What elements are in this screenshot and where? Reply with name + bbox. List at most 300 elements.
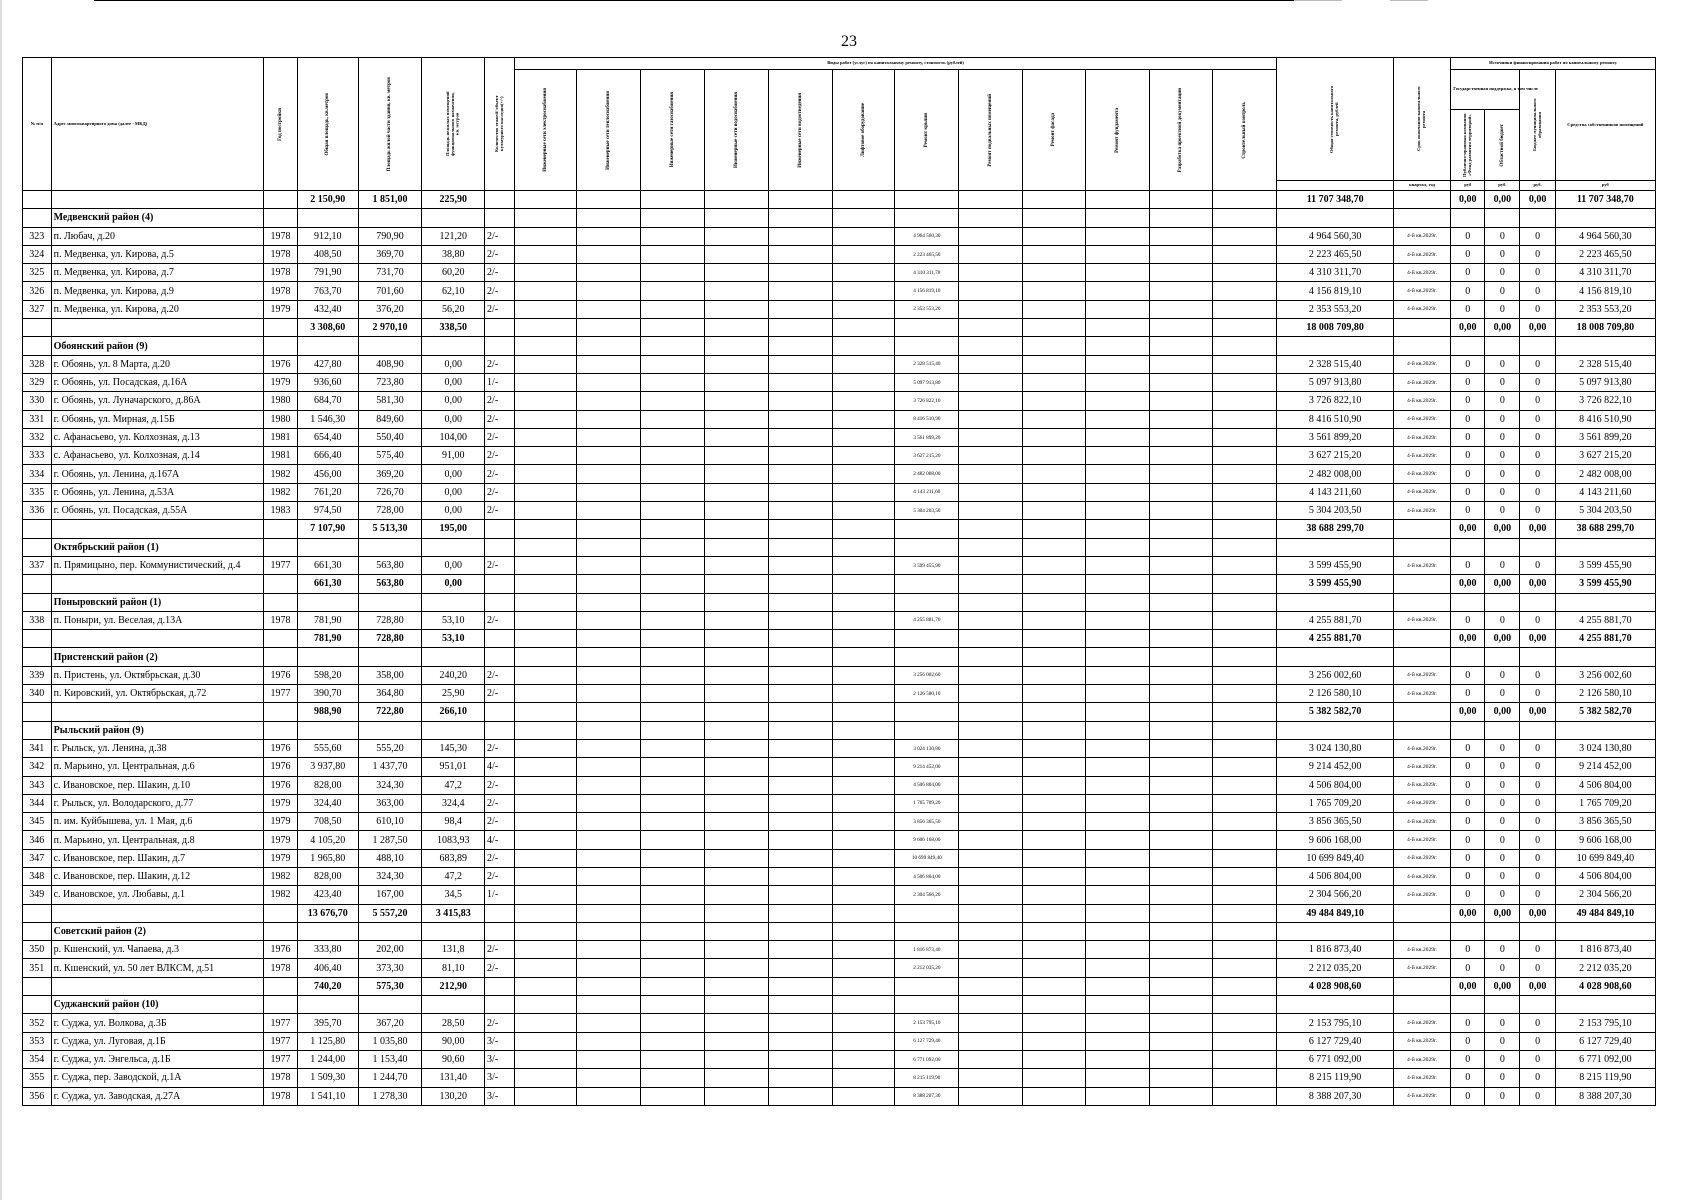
total-area: 427,80 — [298, 355, 359, 373]
nonres-area: 34,5 — [422, 886, 485, 904]
regional-budget-value: 0 — [1485, 447, 1520, 465]
work-cell-empty — [514, 831, 577, 849]
cell-empty — [298, 209, 359, 227]
nonres-area: 131,8 — [422, 941, 485, 959]
floors-heritage: 2/- — [485, 410, 515, 428]
work-cell-empty — [705, 319, 769, 337]
work-cell-empty — [959, 813, 1023, 831]
municipal-budget-value: 0 — [1520, 739, 1555, 757]
work-cell-empty — [959, 1087, 1023, 1105]
work-cell-empty — [1023, 941, 1086, 959]
cell-empty — [1277, 922, 1394, 940]
row-number: 331 — [23, 410, 52, 428]
work-cell-empty — [577, 373, 641, 391]
regional-sum: 0,00 — [1485, 977, 1520, 995]
work-cell-empty — [705, 867, 769, 885]
cell-empty — [1555, 337, 1655, 355]
col-total-cost-header — [1277, 58, 1394, 181]
work-cell-empty — [641, 1032, 705, 1050]
owners-funds-header: Средства собственников помещений — [1555, 70, 1655, 181]
cell-empty — [577, 538, 641, 556]
work-cell-empty — [1213, 245, 1277, 263]
col-nonres-area-header-wrap — [424, 89, 482, 159]
total-repair-cost: 9 606 168,00 — [1277, 831, 1394, 849]
work-cell-empty — [832, 666, 895, 684]
cell-empty — [1555, 209, 1655, 227]
nonres-area: 0,00 — [422, 373, 485, 391]
work-header-10-wrap — [1088, 108, 1147, 153]
work-cell-empty — [577, 630, 641, 648]
cell-empty — [422, 648, 485, 666]
nonres-area-sum: 53,10 — [422, 630, 485, 648]
work-cell-empty — [959, 666, 1023, 684]
district-title: Советский район (2) — [51, 922, 263, 940]
work-cell-empty — [641, 739, 705, 757]
work-cell-empty — [832, 886, 895, 904]
nonres-area: 0,00 — [422, 465, 485, 483]
work-cell-empty — [577, 904, 641, 922]
work-cell-empty — [577, 465, 641, 483]
cell-empty — [577, 337, 641, 355]
work-cell-empty — [514, 666, 577, 684]
district-total-row — [23, 520, 1656, 538]
top-total-row — [23, 191, 1656, 209]
build-year: 1978 — [263, 611, 297, 629]
work-cell-empty — [641, 776, 705, 794]
owners-sum: 5 382 582,70 — [1555, 703, 1655, 721]
work-cell-empty — [1213, 630, 1277, 648]
total-area-sum: 781,90 — [298, 630, 359, 648]
fund-ppk-value: 0 — [1451, 739, 1485, 757]
fund-ppk-value: 0 — [1451, 1087, 1485, 1105]
cell-empty — [832, 922, 895, 940]
owners-funds-value: 8 388 207,30 — [1555, 1087, 1655, 1105]
work-cell-empty — [514, 1050, 577, 1068]
funding-unit-2: руб. — [1485, 181, 1520, 191]
work-cell-empty — [514, 428, 577, 446]
work-cell-empty — [1085, 191, 1149, 209]
cell-empty — [263, 575, 297, 593]
work-cell-empty — [959, 392, 1023, 410]
cell-empty — [263, 703, 297, 721]
work-cell-empty — [705, 831, 769, 849]
fund-ppk-value: 0 — [1451, 245, 1485, 263]
row-number: 352 — [23, 1014, 52, 1032]
work-cell-empty — [705, 776, 769, 794]
work-cell-empty — [1023, 977, 1086, 995]
fund-ppk-sum: 0,00 — [1451, 319, 1485, 337]
work-header-12-text: Строительный контроль — [1242, 101, 1248, 159]
building-row — [23, 959, 1656, 977]
work-cell-empty — [577, 392, 641, 410]
row-number: 348 — [23, 867, 52, 885]
building-row — [23, 831, 1656, 849]
work-cell-empty — [1023, 392, 1086, 410]
floors-heritage: 2/- — [485, 739, 515, 757]
build-year: 1979 — [263, 373, 297, 391]
building-row — [23, 483, 1656, 501]
municipal-budget-value: 0 — [1520, 849, 1555, 867]
total-repair-cost: 4 964 560,30 — [1277, 227, 1394, 245]
municipal-budget-value: 0 — [1520, 666, 1555, 684]
build-year: 1977 — [263, 1050, 297, 1068]
work-cell-empty — [514, 1069, 577, 1087]
work-cell-empty — [641, 813, 705, 831]
owners-funds-value: 9 606 168,00 — [1555, 831, 1655, 849]
regional-sum: 0,00 — [1485, 703, 1520, 721]
work-header-10-text: Ремонт фундамента — [1114, 107, 1120, 153]
work-cell-empty — [514, 977, 577, 995]
cell-empty — [768, 648, 832, 666]
cell-empty — [1149, 721, 1213, 739]
building-address: п. Медвенка, ул. Кирова, д.20 — [51, 300, 263, 318]
municipal-budget-value: 0 — [1520, 282, 1555, 300]
work-cell-empty — [705, 410, 769, 428]
work-cell-empty — [832, 447, 895, 465]
cell-empty — [1149, 209, 1213, 227]
repair-plan-table — [22, 57, 1656, 1106]
work-cell-empty — [768, 703, 832, 721]
roof-repair-cost: 4 506 804,00 — [895, 776, 959, 794]
work-cell-empty — [1213, 794, 1277, 812]
work-cell-empty — [514, 282, 577, 300]
cell-empty — [1393, 538, 1450, 556]
work-cell-empty — [1085, 520, 1149, 538]
work-cell-empty — [705, 502, 769, 520]
row-number: 337 — [23, 556, 52, 574]
work-cell-empty — [1149, 703, 1213, 721]
municipal-budget-header-text: Бюджет муниципального образования — [1531, 98, 1542, 152]
work-cell-empty — [705, 447, 769, 465]
owners-funds-value: 2 328 515,40 — [1555, 355, 1655, 373]
top-rule-fragment — [1294, 0, 1342, 1]
cell-empty — [263, 922, 297, 940]
municipal-budget-value: 0 — [1520, 959, 1555, 977]
roof-repair-cost: 3 024 130,80 — [895, 739, 959, 757]
col-term-header — [1393, 58, 1450, 181]
cell-empty — [1023, 337, 1086, 355]
cell-empty — [705, 337, 769, 355]
cell-empty — [1277, 209, 1394, 227]
work-cell-empty — [1149, 483, 1213, 501]
funding-unit-1: руб — [1451, 181, 1485, 191]
build-year: 1980 — [263, 392, 297, 410]
owners-funds-value: 8 215 119,90 — [1555, 1069, 1655, 1087]
total-area: 1 965,80 — [298, 849, 359, 867]
total-repair-cost: 10 699 849,40 — [1277, 849, 1394, 867]
cell-empty — [895, 648, 959, 666]
work-cell-empty — [641, 319, 705, 337]
work-cell-empty — [959, 886, 1023, 904]
work-cell-empty — [641, 794, 705, 812]
total-cost-sum: 4 255 881,70 — [1277, 630, 1394, 648]
total-area: 761,20 — [298, 483, 359, 501]
build-year: 1982 — [263, 886, 297, 904]
fund-ppk-sum: 0,00 — [1451, 703, 1485, 721]
floors-heritage: 2/- — [485, 813, 515, 831]
total-area: 781,90 — [298, 611, 359, 629]
row-number: 325 — [23, 264, 52, 282]
work-cell-empty — [641, 355, 705, 373]
cell-empty — [1393, 575, 1450, 593]
total-repair-cost: 3 561 899,20 — [1277, 428, 1394, 446]
work-cell-empty — [959, 227, 1023, 245]
cell-empty — [23, 593, 52, 611]
total-area: 423,40 — [298, 886, 359, 904]
work-header-6-wrap — [835, 103, 893, 157]
work-cell-empty — [1085, 630, 1149, 648]
cell-empty — [485, 191, 515, 209]
work-cell-empty — [705, 758, 769, 776]
roof-repair-cost: 2 153 795,10 — [895, 1014, 959, 1032]
floors-heritage: 2/- — [485, 611, 515, 629]
nonres-area: 0,00 — [422, 355, 485, 373]
municipal-budget-value: 0 — [1520, 867, 1555, 885]
work-cell-empty — [577, 1014, 641, 1032]
work-cell-empty — [514, 556, 577, 574]
living-area: 1 437,70 — [358, 758, 422, 776]
repair-term: 4-й кв.2029г. — [1393, 1014, 1450, 1032]
total-repair-cost: 9 214 452,00 — [1277, 758, 1394, 776]
work-cell-empty — [895, 703, 959, 721]
work-cell-empty — [577, 227, 641, 245]
work-cell-empty — [832, 758, 895, 776]
owners-sum: 4 028 908,60 — [1555, 977, 1655, 995]
regional-budget-value: 0 — [1485, 1032, 1520, 1050]
work-cell-empty — [959, 977, 1023, 995]
municipal-budget-value: 0 — [1520, 813, 1555, 831]
work-cell-empty — [1213, 703, 1277, 721]
cell-empty — [1555, 648, 1655, 666]
work-cell-empty — [1213, 849, 1277, 867]
building-address: с. Ивановское, пер. Шакин, д.10 — [51, 776, 263, 794]
building-row — [23, 465, 1656, 483]
municipal-sum: 0,00 — [1520, 630, 1555, 648]
work-cell-empty — [641, 666, 705, 684]
regional-budget-value: 0 — [1485, 300, 1520, 318]
work-cell-empty — [1023, 794, 1086, 812]
regional-budget-value: 0 — [1485, 245, 1520, 263]
work-header-7 — [895, 70, 959, 191]
col-heritage-header-text: Количество этажей/ объект культурного наследия(+/-) — [493, 95, 504, 153]
cell-empty — [1451, 648, 1485, 666]
living-area-sum: 1 851,00 — [358, 191, 422, 209]
nonres-area: 47,2 — [422, 867, 485, 885]
work-cell-empty — [768, 282, 832, 300]
work-cell-empty — [959, 245, 1023, 263]
owners-sum: 3 599 455,90 — [1555, 575, 1655, 593]
regional-budget-header-text: Областной бюджет — [1499, 123, 1505, 167]
work-cell-empty — [1213, 685, 1277, 703]
work-cell-empty — [641, 447, 705, 465]
living-area: 363,00 — [358, 794, 422, 812]
work-cell-empty — [641, 392, 705, 410]
repair-term: 4-й кв.2029г. — [1393, 685, 1450, 703]
work-cell-empty — [1149, 355, 1213, 373]
cell-empty — [705, 538, 769, 556]
cell-empty — [832, 209, 895, 227]
repair-term: 4-й кв.2029г. — [1393, 666, 1450, 684]
work-cell-empty — [832, 556, 895, 574]
cell-empty — [1023, 648, 1086, 666]
total-area: 666,40 — [298, 447, 359, 465]
regional-sum: 0,00 — [1485, 575, 1520, 593]
work-header-7-wrap — [897, 113, 956, 147]
cell-empty — [768, 721, 832, 739]
work-cell-empty — [1213, 465, 1277, 483]
work-cell-empty — [1213, 355, 1277, 373]
cell-empty — [358, 209, 422, 227]
work-cell-empty — [768, 428, 832, 446]
cell-empty — [51, 977, 263, 995]
cell-empty — [298, 538, 359, 556]
repair-term: 4-й кв.2029г. — [1393, 1050, 1450, 1068]
work-cell-empty — [705, 630, 769, 648]
work-cell-empty — [705, 794, 769, 812]
work-cell-empty — [514, 373, 577, 391]
regional-sum: 0,00 — [1485, 904, 1520, 922]
work-cell-empty — [1023, 703, 1086, 721]
cell-empty — [51, 319, 263, 337]
work-cell-empty — [705, 739, 769, 757]
row-number: 328 — [23, 355, 52, 373]
nonres-area: 0,00 — [422, 483, 485, 501]
living-area: 324,30 — [358, 776, 422, 794]
cell-empty — [23, 977, 52, 995]
living-area-sum: 575,30 — [358, 977, 422, 995]
total-area: 1 125,80 — [298, 1032, 359, 1050]
row-number: 340 — [23, 685, 52, 703]
roof-repair-cost: 2 304 566,20 — [895, 886, 959, 904]
work-cell-empty — [1213, 264, 1277, 282]
building-address: п. Медвенка, ул. Кирова, д.5 — [51, 245, 263, 263]
work-cell-empty — [959, 1069, 1023, 1087]
work-cell-empty — [832, 392, 895, 410]
work-header-8 — [959, 70, 1023, 191]
regional-budget-value: 0 — [1485, 959, 1520, 977]
work-cell-empty — [1085, 465, 1149, 483]
cell-empty — [895, 209, 959, 227]
nonres-area: 90,60 — [422, 1050, 485, 1068]
cell-empty — [514, 209, 577, 227]
work-cell-empty — [1149, 849, 1213, 867]
cell-empty — [23, 630, 52, 648]
work-cell-empty — [959, 630, 1023, 648]
cell-empty — [705, 209, 769, 227]
work-cell-empty — [705, 685, 769, 703]
cell-empty — [1393, 209, 1450, 227]
municipal-budget-value: 0 — [1520, 245, 1555, 263]
work-cell-empty — [1023, 685, 1086, 703]
municipal-sum: 0,00 — [1520, 319, 1555, 337]
work-cell-empty — [1085, 575, 1149, 593]
cell-empty — [832, 996, 895, 1014]
work-cell-empty — [1149, 867, 1213, 885]
building-row — [23, 611, 1656, 629]
work-cell-empty — [577, 483, 641, 501]
cell-empty — [1213, 593, 1277, 611]
work-cell-empty — [959, 282, 1023, 300]
work-cell-empty — [1023, 483, 1086, 501]
work-cell-empty — [1213, 831, 1277, 849]
building-address: г. Обоянь, ул. Ленина, д.53А — [51, 483, 263, 501]
col-living-area-header-wrap — [361, 77, 420, 171]
repair-term: 4-й кв.2029г. — [1393, 959, 1450, 977]
work-cell-empty — [577, 813, 641, 831]
roof-repair-cost: 2 212 035,20 — [895, 959, 959, 977]
nonres-area: 28,50 — [422, 1014, 485, 1032]
col-total-area-header-wrap — [300, 93, 356, 155]
cell-empty — [705, 721, 769, 739]
work-cell-empty — [1213, 758, 1277, 776]
fund-ppk-value: 0 — [1451, 1032, 1485, 1050]
floors-heritage: 2/- — [485, 355, 515, 373]
living-area: 202,00 — [358, 941, 422, 959]
work-cell-empty — [1085, 941, 1149, 959]
work-cell-empty — [577, 703, 641, 721]
municipal-budget-value: 0 — [1520, 886, 1555, 904]
work-cell-empty — [1085, 410, 1149, 428]
col-total-cost-header-wrap — [1279, 84, 1391, 154]
fund-ppk-value: 0 — [1451, 611, 1485, 629]
cell-empty — [1213, 337, 1277, 355]
work-cell-empty — [1023, 556, 1086, 574]
work-cell-empty — [1149, 1050, 1213, 1068]
work-cell-empty — [1149, 886, 1213, 904]
work-cell-empty — [1213, 739, 1277, 757]
total-repair-cost: 1 816 873,40 — [1277, 941, 1394, 959]
fund-ppk-sum: 0,00 — [1451, 575, 1485, 593]
work-cell-empty — [641, 282, 705, 300]
work-cell-empty — [1085, 502, 1149, 520]
work-cell-empty — [1149, 191, 1213, 209]
work-cell-empty — [959, 685, 1023, 703]
regional-budget-value: 0 — [1485, 410, 1520, 428]
regional-budget-value: 0 — [1485, 1087, 1520, 1105]
work-cell-empty — [514, 739, 577, 757]
work-cell-empty — [1213, 977, 1277, 995]
work-cell-empty — [641, 575, 705, 593]
work-cell-empty — [641, 1087, 705, 1105]
col-year-header-wrap — [266, 108, 295, 141]
total-cost-sum: 18 008 709,80 — [1277, 319, 1394, 337]
repair-term: 4-й кв.2029г. — [1393, 483, 1450, 501]
owners-funds-value: 9 214 452,00 — [1555, 758, 1655, 776]
work-cell-empty — [1149, 465, 1213, 483]
living-area-sum: 563,80 — [358, 575, 422, 593]
work-cell-empty — [1085, 245, 1149, 263]
build-year: 1977 — [263, 1032, 297, 1050]
cell-empty — [23, 922, 52, 940]
work-cell-empty — [514, 319, 577, 337]
cell-empty — [895, 337, 959, 355]
repair-term: 4-й кв.2029г. — [1393, 794, 1450, 812]
municipal-budget-value: 0 — [1520, 758, 1555, 776]
work-cell-empty — [1213, 520, 1277, 538]
work-header-4-text: Инженерные сети водоснабжения — [733, 91, 739, 169]
building-row — [23, 245, 1656, 263]
fund-ppk-value: 0 — [1451, 227, 1485, 245]
municipal-budget-value: 0 — [1520, 611, 1555, 629]
cell-empty — [23, 904, 52, 922]
row-number: 344 — [23, 794, 52, 812]
fund-ppk-value: 0 — [1451, 556, 1485, 574]
total-area-sum: 3 308,60 — [298, 319, 359, 337]
work-cell-empty — [641, 703, 705, 721]
work-cell-empty — [641, 630, 705, 648]
work-cell-empty — [577, 410, 641, 428]
work-cell-empty — [959, 410, 1023, 428]
